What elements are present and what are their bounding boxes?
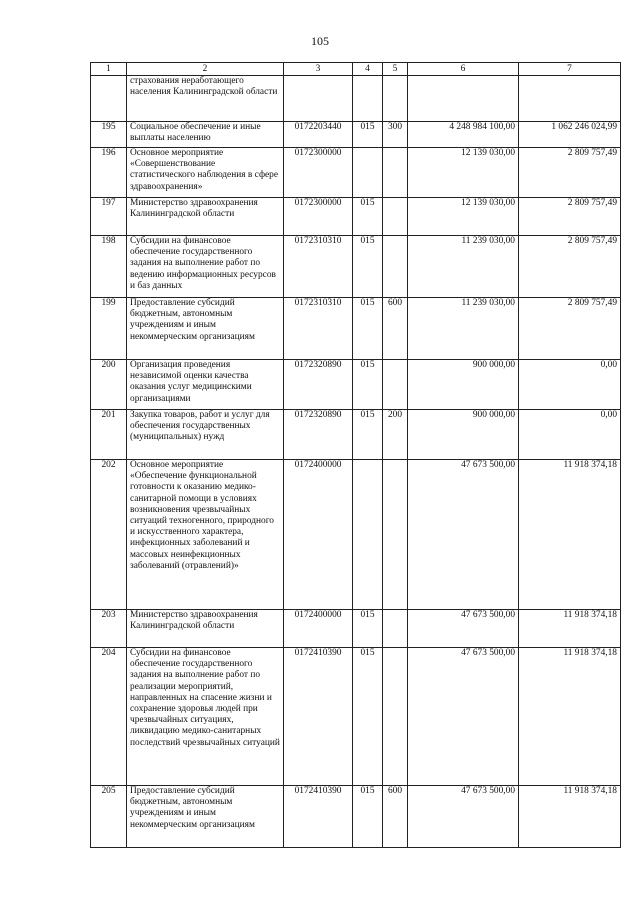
row-amount1: 11 239 030,00: [408, 236, 519, 298]
row-amount1: 47 673 500,00: [408, 460, 519, 610]
row-number: 201: [91, 410, 127, 460]
row-number: 203: [91, 610, 127, 648]
row-number: 199: [91, 298, 127, 360]
row-type: [383, 198, 408, 236]
row-code: 0172320890: [284, 360, 353, 410]
row-name: Предоставление субсидий бюджетным, автономным учреждениям и иным некоммерческим организациям: [127, 786, 284, 848]
row-amount2: 11 918 374,18: [519, 460, 621, 610]
row-number: 196: [91, 148, 127, 198]
row-type: [383, 460, 408, 610]
row-amount2: 0,00: [519, 410, 621, 460]
row-name: Закупка товаров, работ и услуг для обеспечения государственных (муниципальных) нужд: [127, 410, 284, 460]
table-row: [91, 610, 621, 648]
column-header: 3: [284, 63, 353, 76]
row-name: Основное мероприятие «Обеспечение функциональной готовности к оказанию медико-санитарной помощи в условиях возникновения чрезвычайных ситуаций техногенного, природного и искусственного характера, инфекционных заболеваний и массовых неинфекционных заболеваний (отравлений)»: [127, 460, 284, 610]
row-ministry: [353, 76, 383, 122]
row-name: Организация проведения независимой оценки качества оказания услуг медицинскими организациями: [127, 360, 284, 410]
row-number: 198: [91, 236, 127, 298]
row-name: Предоставление субсидий бюджетным, автономным учреждениям и иным некоммерческим организациям: [127, 298, 284, 360]
row-amount2: 1 062 246 024,99: [519, 122, 621, 148]
row-amount2: 11 918 374,18: [519, 786, 621, 848]
row-ministry: 015: [353, 648, 383, 786]
table-row: [91, 122, 621, 148]
table-row: [91, 460, 621, 610]
table-header-row: [91, 63, 621, 76]
row-code: 0172310310: [284, 298, 353, 360]
row-name: страхования неработающего населения Калининградской области: [127, 76, 284, 122]
row-name: Субсидии на финансовое обеспечение государственного задания на выполнение работ по ведению информационных ресурсов и баз данных: [127, 236, 284, 298]
row-name: Субсидии на финансовое обеспечение государственного задания на выполнение работ по реализации мероприятий, направленных на спасение жизни и сохранение здоровья людей при чрезвычайных ситуациях, ликвидацию медико-санитарных последствий чрезвычайных ситуаций: [127, 648, 284, 786]
page-number: 105: [311, 34, 329, 48]
row-ministry: 015: [353, 122, 383, 148]
table-row: [91, 786, 621, 848]
column-header: 7: [519, 63, 621, 76]
row-code: 0172410390: [284, 786, 353, 848]
row-type: [383, 236, 408, 298]
row-amount2: 11 918 374,18: [519, 610, 621, 648]
table-row: [91, 360, 621, 410]
row-ministry: 015: [353, 786, 383, 848]
row-name: Министерство здравоохранения Калининградской области: [127, 198, 284, 236]
column-header: 6: [408, 63, 519, 76]
row-amount2: 11 918 374,18: [519, 648, 621, 786]
row-amount2: 2 809 757,49: [519, 298, 621, 360]
row-number: 197: [91, 198, 127, 236]
column-header: 2: [127, 63, 284, 76]
row-ministry: 015: [353, 236, 383, 298]
row-ministry: [353, 148, 383, 198]
row-type: [383, 648, 408, 786]
row-amount1: 900 000,00: [408, 360, 519, 410]
row-name: Социальное обеспечение и иные выплаты населению: [127, 122, 284, 148]
table-row: [91, 148, 621, 198]
table-row: [91, 298, 621, 360]
column-header: 5: [383, 63, 408, 76]
row-number: 205: [91, 786, 127, 848]
column-header: 1: [91, 63, 127, 76]
budget-table: [90, 62, 621, 848]
row-name: Министерство здравоохранения Калининградской области: [127, 610, 284, 648]
row-name: Основное мероприятие «Совершенствование статистического наблюдения в сфере здравоохранения»: [127, 148, 284, 198]
table-row: [91, 648, 621, 786]
row-amount1: 900 000,00: [408, 410, 519, 460]
row-number: 202: [91, 460, 127, 610]
row-code: 0172400000: [284, 610, 353, 648]
row-type: 200: [383, 410, 408, 460]
row-code: 0172400000: [284, 460, 353, 610]
table-row: [91, 410, 621, 460]
row-amount1: 47 673 500,00: [408, 610, 519, 648]
row-type: [383, 360, 408, 410]
row-amount2: 2 809 757,49: [519, 236, 621, 298]
row-type: 600: [383, 298, 408, 360]
table-row: [91, 198, 621, 236]
row-ministry: 015: [353, 298, 383, 360]
row-code: 0172310310: [284, 236, 353, 298]
row-ministry: [353, 460, 383, 610]
row-amount2: 2 809 757,49: [519, 198, 621, 236]
row-amount1: 12 139 030,00: [408, 198, 519, 236]
row-number: 200: [91, 360, 127, 410]
row-type: 300: [383, 122, 408, 148]
row-code: 0172320890: [284, 410, 353, 460]
table-row: [91, 236, 621, 298]
row-amount2: 2 809 757,49: [519, 148, 621, 198]
row-code: 0172203440: [284, 122, 353, 148]
row-amount2: [519, 76, 621, 122]
row-ministry: 015: [353, 198, 383, 236]
row-type: [383, 76, 408, 122]
row-amount1: 47 673 500,00: [408, 786, 519, 848]
row-amount1: 4 248 984 100,00: [408, 122, 519, 148]
row-amount1: [408, 76, 519, 122]
column-header: 4: [353, 63, 383, 76]
row-code: 0172300000: [284, 148, 353, 198]
row-type: 600: [383, 786, 408, 848]
row-code: 0172410390: [284, 648, 353, 786]
row-number: [91, 76, 127, 122]
row-code: 0172300000: [284, 198, 353, 236]
row-ministry: 015: [353, 410, 383, 460]
row-number: 195: [91, 122, 127, 148]
row-amount1: 47 673 500,00: [408, 648, 519, 786]
row-ministry: 015: [353, 360, 383, 410]
row-ministry: 015: [353, 610, 383, 648]
table-row: [91, 76, 621, 122]
row-amount1: 11 239 030,00: [408, 298, 519, 360]
row-number: 204: [91, 648, 127, 786]
row-amount1: 12 139 030,00: [408, 148, 519, 198]
row-type: [383, 148, 408, 198]
row-code: [284, 76, 353, 122]
row-type: [383, 610, 408, 648]
row-amount2: 0,00: [519, 360, 621, 410]
